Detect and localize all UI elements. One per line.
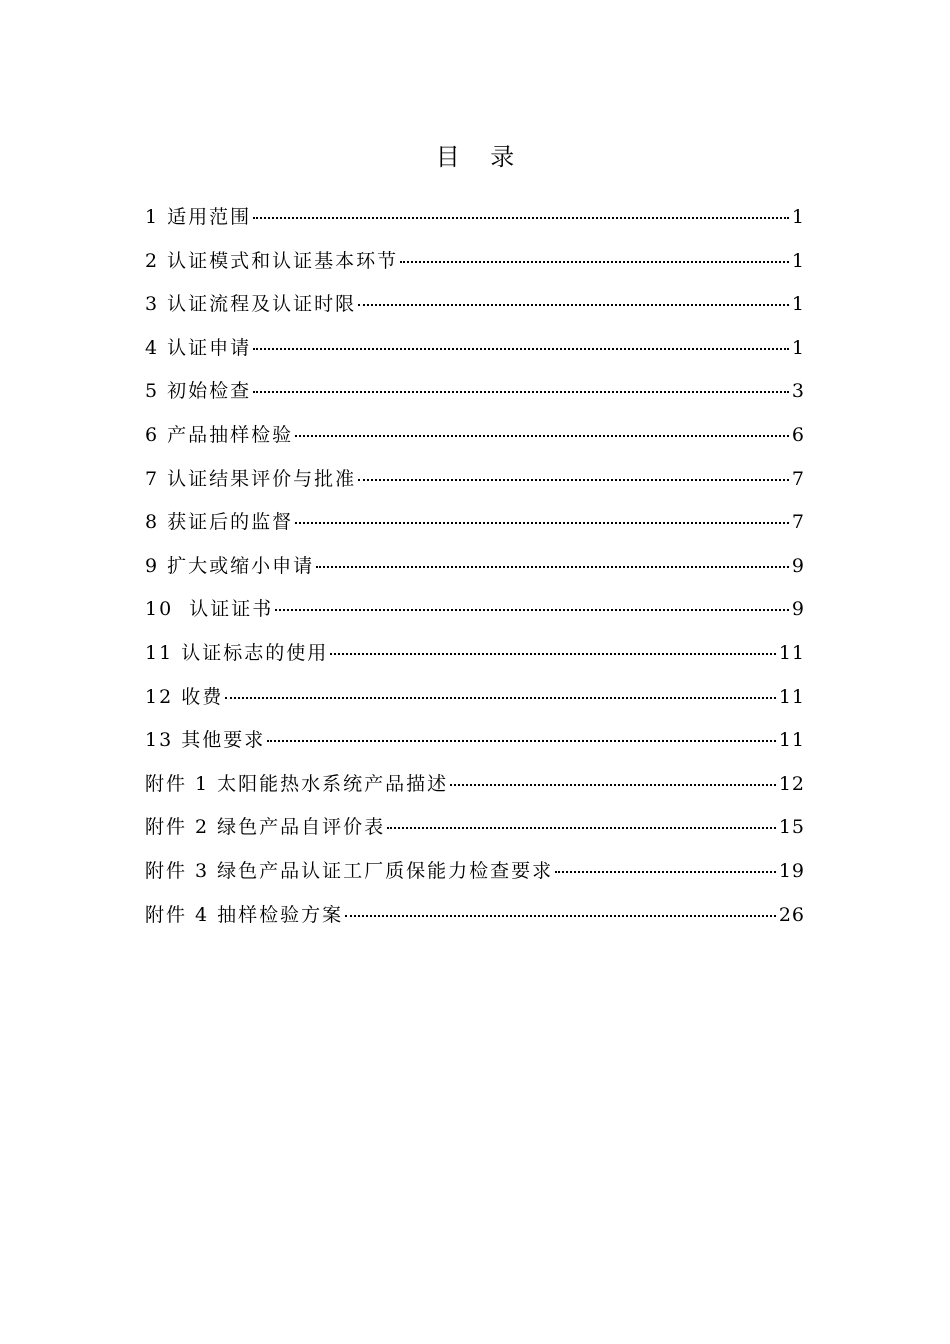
toc-entry-label: 11 认证标志的使用 xyxy=(145,641,329,664)
toc-entry-page: 9 xyxy=(791,598,805,621)
toc-entry-page: 7 xyxy=(791,467,805,490)
toc-dot-leader xyxy=(253,348,789,350)
table-of-contents xyxy=(145,196,805,937)
toc-entry-label: 4 认证申请 xyxy=(145,336,252,359)
toc-entry-page: 1 xyxy=(791,336,805,359)
toc-entry-label: 9 扩大或缩小申请 xyxy=(145,554,315,577)
toc-entry[interactable] xyxy=(145,545,805,589)
toc-entry-page: 1 xyxy=(791,206,805,228)
toc-entry-page: 12 xyxy=(778,772,805,795)
toc-entry[interactable] xyxy=(145,327,805,371)
toc-entry-label: 2 认证模式和认证基本环节 xyxy=(145,249,399,272)
toc-entry-page: 3 xyxy=(791,380,805,403)
toc-dot-leader xyxy=(345,915,776,917)
toc-dot-leader xyxy=(225,697,776,699)
toc-entry-page: 11 xyxy=(778,641,805,664)
toc-dot-leader xyxy=(316,566,789,568)
toc-entry[interactable] xyxy=(145,283,805,327)
toc-entry-label: 附件 4 抽样检验方案 xyxy=(145,903,344,926)
toc-dot-leader xyxy=(400,261,789,263)
toc-entry[interactable] xyxy=(145,676,805,720)
toc-entry[interactable] xyxy=(145,501,805,545)
toc-entry-page: 6 xyxy=(791,423,805,446)
toc-entry[interactable] xyxy=(145,588,805,632)
toc-entry-label: 10 认证证书 xyxy=(145,598,274,621)
toc-entry-page: 11 xyxy=(778,685,805,708)
toc-entry-page: 9 xyxy=(791,554,805,577)
toc-entry-label: 附件 2 绿色产品自评价表 xyxy=(145,816,386,839)
toc-entry-label: 7 认证结果评价与批准 xyxy=(145,467,357,490)
toc-entry-label: 13 其他要求 xyxy=(145,729,266,752)
toc-dot-leader xyxy=(450,784,776,786)
toc-dot-leader xyxy=(253,217,789,219)
toc-entry[interactable] xyxy=(145,370,805,414)
toc-entry-label: 8 获证后的监督 xyxy=(145,511,294,534)
toc-dot-leader xyxy=(555,871,776,873)
toc-title: 目 录 xyxy=(435,143,515,171)
toc-entry-page: 1 xyxy=(791,249,805,272)
toc-entry-label: 6 产品抽样检验 xyxy=(145,423,294,446)
toc-entry[interactable] xyxy=(145,763,805,807)
toc-entry-page: 11 xyxy=(778,729,805,752)
toc-dot-leader xyxy=(275,609,789,611)
toc-entry-label: 5 初始检查 xyxy=(145,380,252,403)
toc-entry[interactable] xyxy=(145,458,805,502)
toc-entry[interactable] xyxy=(145,719,805,763)
toc-dot-leader xyxy=(295,435,789,437)
toc-entry[interactable] xyxy=(145,806,805,850)
toc-entry-page: 1 xyxy=(791,293,805,316)
toc-entry-page: 15 xyxy=(778,816,805,839)
toc-dot-leader xyxy=(253,391,789,393)
toc-entry-label: 附件 1 太阳能热水系统产品描述 xyxy=(145,772,449,795)
toc-dot-leader xyxy=(358,479,789,481)
toc-entry[interactable] xyxy=(145,850,805,894)
toc-dot-leader xyxy=(295,522,789,524)
toc-entry-label: 12 收费 xyxy=(145,685,224,708)
toc-dot-leader xyxy=(387,827,776,829)
toc-dot-leader xyxy=(267,740,776,742)
toc-entry-label: 附件 3 绿色产品认证工厂质保能力检查要求 xyxy=(145,859,554,882)
toc-entry[interactable] xyxy=(145,414,805,458)
toc-entry-page: 7 xyxy=(791,511,805,534)
toc-entry-page: 26 xyxy=(778,903,805,926)
toc-entry[interactable] xyxy=(145,240,805,284)
toc-entry[interactable] xyxy=(145,894,805,938)
toc-entry[interactable] xyxy=(145,632,805,676)
toc-entry-page: 19 xyxy=(778,859,805,882)
toc-entry[interactable] xyxy=(145,196,805,240)
toc-entry-label: 3 认证流程及认证时限 xyxy=(145,293,357,316)
toc-dot-leader xyxy=(358,304,789,306)
toc-entry-label: 1 适用范围 xyxy=(145,206,252,228)
toc-dot-leader xyxy=(330,653,776,655)
